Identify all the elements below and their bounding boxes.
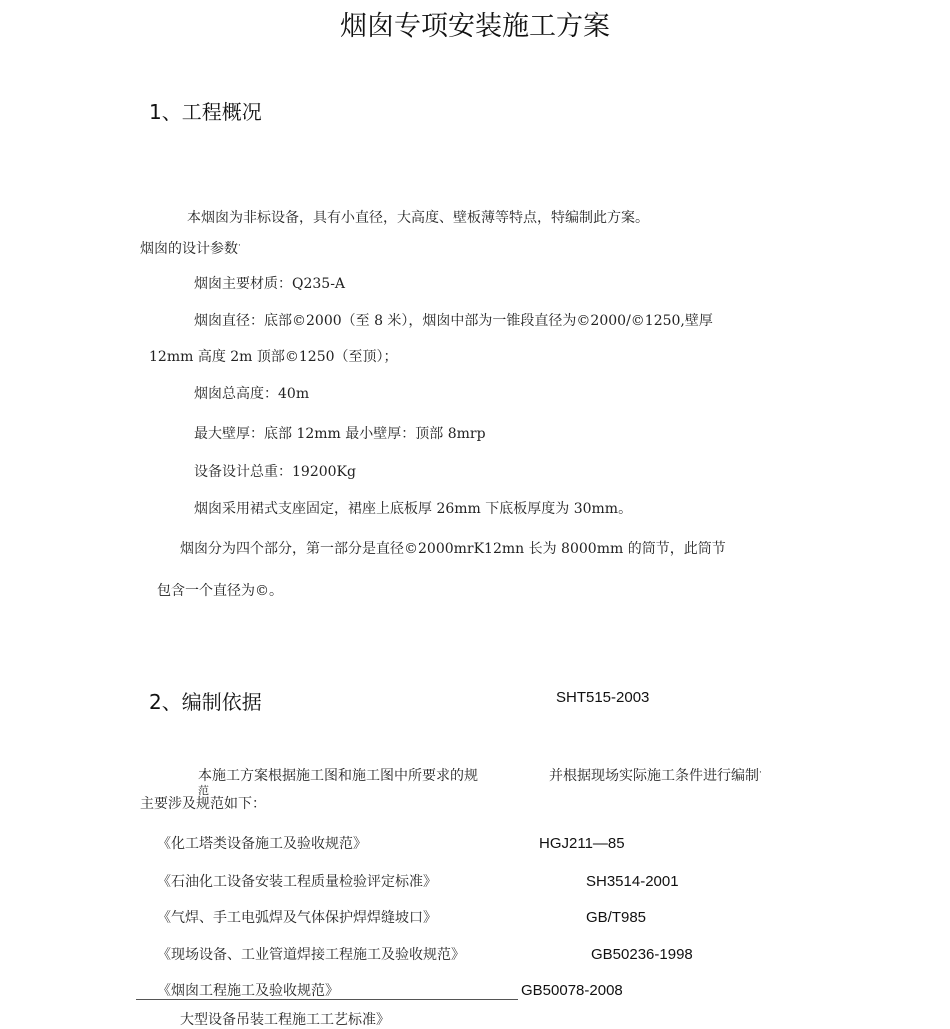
param-diameter-cont: 12mm 高度 2m 顶部©1250（至顶）； [149, 349, 398, 365]
param-sections: 烟囱分为四个部分，第一部分是直径©2000mrK12mn 长为 8000mm 的筒节，此筒节 [180, 541, 726, 557]
section-2-heading: 2、编制依据 [149, 690, 262, 714]
basis-text-right [549, 768, 762, 785]
param-diameter: 烟囱直径：底部©2000（至 8 米），烟囱中部为一锥段直径为©2000/©1250,壁厚 [194, 313, 713, 329]
basis-line-2: 主要涉及规范如下： [140, 796, 266, 812]
section-2-ref-code: SHT515-2003 [556, 689, 650, 706]
design-params-label [140, 241, 241, 258]
basis-text-left: 本施工方案根据施工图和施工图中所要求的规 [198, 768, 478, 784]
document-title: 烟囱专项安装施工方案 [340, 11, 610, 42]
standard-name-1: 《化工塔类设备施工及验收规范》 [157, 836, 367, 852]
standard-code-5: GB50078-2008 [521, 982, 623, 999]
underline-divider [136, 999, 518, 1000]
basis-mark: · [759, 768, 762, 778]
standard-code-1: HGJ211—85 [539, 835, 625, 852]
design-params-mark: · [238, 241, 241, 251]
design-params-label-text: 烟囱的设计参数 [140, 241, 238, 257]
standard-name-2: 《石油化工设备安装工程质量检验评定标准》 [157, 874, 437, 890]
section-1-heading: 1、工程概况 [149, 100, 262, 124]
standard-name-5: 《烟囱工程施工及验收规范》 [157, 983, 339, 999]
basis-text-right-text: 并根据现场实际施工条件进行编制 [549, 768, 759, 784]
param-skirt-support: 烟囱采用裙式支座固定，裙座上底板厚 26mm 下底板厚度为 30mm。 [194, 501, 633, 517]
param-design-weight: 设备设计总重：19200Kg [194, 464, 356, 480]
basis-overlap-char: 范 [198, 784, 209, 797]
standard-code-4: GB50236-1998 [591, 946, 693, 963]
param-sections-cont: 包含一个直径为©。 [157, 583, 283, 599]
param-material: 烟囱主要材质：Q235-A [194, 276, 346, 292]
standard-code-2: SH3514-2001 [586, 873, 679, 890]
standard-name-3: 《气焊、手工电弧焊及气体保护焊焊缝坡口》 [157, 910, 437, 926]
param-wall-thickness: 最大壁厚：底部 12mm 最小壁厚：顶部 8mrp [194, 426, 486, 442]
standard-code-3: GB/T985 [586, 909, 647, 926]
intro-paragraph: 本烟囱为非标设备，具有小直径，大高度、壁板薄等特点，特编制此方案。 [187, 210, 649, 226]
standard-name-4: 《现场设备、工业管道焊接工程施工及验收规范》 [157, 947, 465, 963]
param-total-height: 烟囱总高度：40m [194, 386, 310, 402]
last-standard-line: 大型设备吊装工程施工工艺标准》 [180, 1012, 390, 1028]
